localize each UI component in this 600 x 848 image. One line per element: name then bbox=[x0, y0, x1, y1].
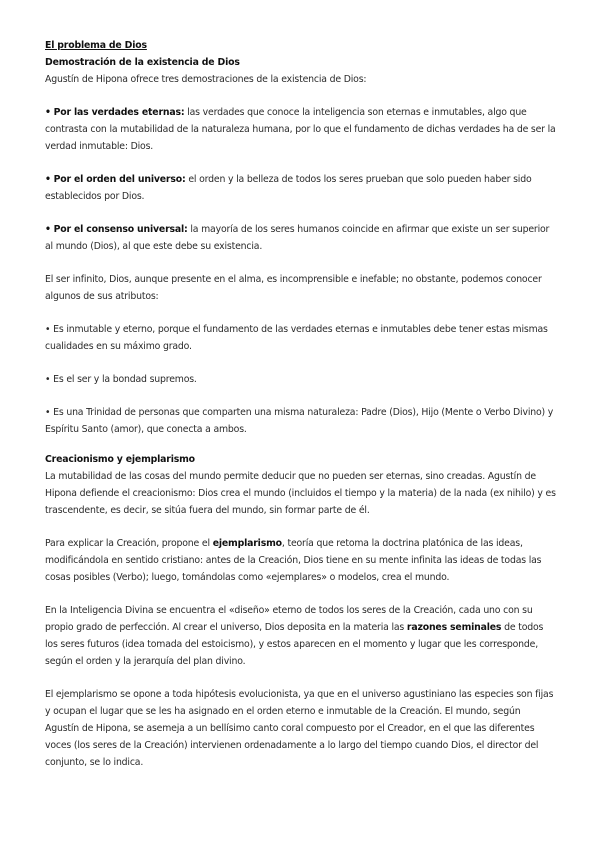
proof-label: Por el orden del universo: bbox=[53, 174, 186, 185]
attribute-item-trinity: • Es una Trinidad de personas que comparten una misma naturaleza: Padre (Dios), Hijo (Mente o Verbo Divino) y Espíritu Santo (amor), que conecta a ambos. bbox=[45, 407, 554, 435]
seminal-reasons-term: razones seminales bbox=[406, 622, 502, 633]
section-heading-creationism: Creacionismo y ejemplarismo bbox=[45, 454, 195, 465]
exemplarism-paragraph bbox=[45, 535, 557, 586]
paragraph-text: Para explicar la Creación, propone el bbox=[45, 538, 213, 549]
bullet-icon: • bbox=[45, 107, 51, 118]
proof-text: el orden y la belleza de todos los seres prueban que solo pueden haber sido establecidos por Dios. bbox=[45, 174, 532, 202]
attribute-item-supreme-being: • Es el ser y la bondad supremos. bbox=[45, 374, 197, 385]
intro-paragraph: Agustín de Hipona ofrece tres demostraciones de la existencia de Dios: bbox=[45, 74, 367, 85]
attributes-intro-paragraph: El ser infinito, Dios, aunque presente en el alma, es incomprensible e inefable; no obstante, podemos conocer algunos de sus atributos: bbox=[45, 274, 542, 302]
paragraph-text: , teoría que retoma la doctrina platónica de las ideas, modificándola en sentido cristiano: antes de la Creación, Dios tiene en su mente infinita las ideas de todas las cosas posibles (Verbo); luego, tomándolas como «ejemplares» o modelos, crea el mundo. bbox=[45, 538, 542, 583]
document-page bbox=[45, 37, 557, 771]
attribute-item-immutable: • Es inmutable y eterno, porque el fundamento de las verdades eternas e inmutables debe tener estas mismas cualidades en su máximo grado. bbox=[45, 324, 548, 352]
proof-label: Por el consenso universal: bbox=[53, 224, 188, 235]
section-heading-demonstration: Demostración de la existencia de Dios bbox=[45, 57, 240, 68]
proof-item-eternal-truths bbox=[45, 104, 557, 155]
proof-text: las verdades que conoce la inteligencia son eternas e inmutables, algo que contrasta con la mutabilidad de la naturaleza humana, por lo que el fundamento de dichas verdades ha de ser la verdad inmutable: Dios. bbox=[45, 107, 556, 152]
proof-text: la mayoría de los seres humanos coincide en afirmar que existe un ser superior al mundo (Dios), al que este debe su existencia. bbox=[45, 224, 550, 252]
proof-item-universe-order bbox=[45, 171, 557, 205]
document-title: El problema de Dios bbox=[45, 40, 147, 51]
paragraph-text: de todos los seres futuros (idea tomada del estoicismo), y estos aparecen en el momento y lugar que les corresponde, según el orden y la jerarquía del plan divino. bbox=[45, 622, 544, 667]
proof-label: Por las verdades eternas: bbox=[53, 107, 185, 118]
creationism-paragraph: La mutabilidad de las cosas del mundo permite deducir que no pueden ser eternas, sino creadas. Agustín de Hipona defiende el creacionismo: Dios crea el mundo (incluidos el tiempo y la materia) de la nada (ex nihilo) y es trascendente, es decir, se sitúa fuera del mundo, sin formar parte de él. bbox=[45, 471, 556, 516]
bullet-icon: • bbox=[45, 224, 51, 235]
paragraph-text: En la Inteligencia Divina se encuentra el «diseño» eterno de todos los seres de la Creación, cada uno con su propio grado de perfección. Al crear el universo, Dios deposita en la materia las bbox=[45, 605, 533, 633]
proof-item-universal-consensus bbox=[45, 221, 557, 255]
exemplarism-term: ejemplarismo bbox=[212, 538, 282, 549]
anti-evolution-paragraph: El ejemplarismo se opone a toda hipótesis evolucionista, ya que en el universo agustiniano las especies son fijas y ocupan el lugar que se les ha asignado en el orden eterno e inmutable de la Creación. El mundo, según Agustín de Hipona, se asemeja a un bellísimo canto coral compuesto por el Creador, en el que las diferentes voces (los seres de la Creación) intervienen ordenadamente a lo largo del tiempo cuando Dios, el director del conjunto, se lo indica. bbox=[45, 689, 554, 768]
bullet-icon: • bbox=[45, 174, 51, 185]
divine-design-paragraph bbox=[45, 602, 557, 670]
